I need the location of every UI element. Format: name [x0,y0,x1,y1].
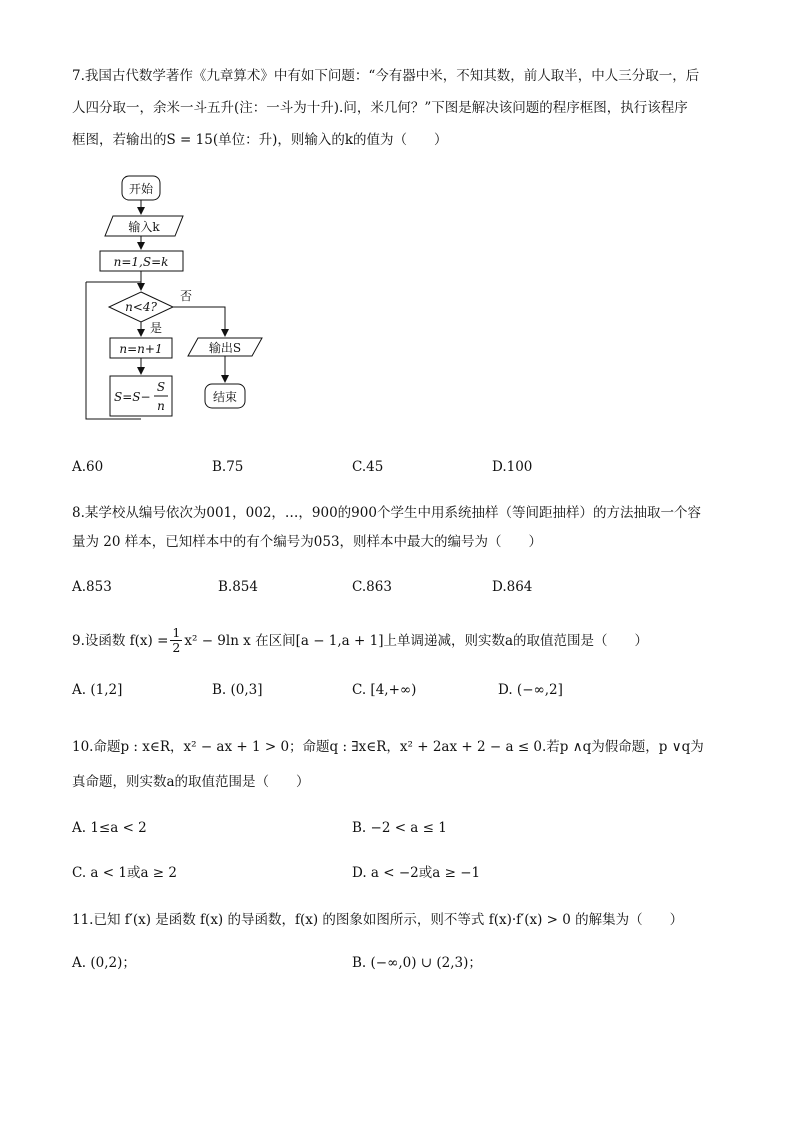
flow-init-label: n=1,S=k [113,255,169,269]
q10-stem-line2: 真命题，则实数a的取值范围是（ ） [72,774,310,790]
q9-stem-rest: x² − 9ln x 在区间[a − 1,a + 1]上单调递减，则实数a的取值范围是（ ） [184,632,649,649]
q10-option-a: A. 1≤a < 2 [72,820,147,836]
q11-stem-line1: 11.已知 f′(x) 是函数 f(x) 的导函数，f(x) 的图象如图所示，则不等式 f(x)·f′(x) > 0 的解集为（ ） [72,912,684,928]
flow-update-label: S=S− [114,390,151,404]
q10-stem-line1: 10.命题p : x∈R，x² − ax + 1 > 0；命题q : ∃x∈R，x² + 2ax + 2 − a ≤ 0.若p ∧q为假命题，p ∨q为 [72,739,704,755]
flow-output-label: 输出S [208,341,242,355]
q10-option-b: B. −2 < a ≤ 1 [352,820,447,836]
q9-option-c: C. [4,+∞) [352,682,417,698]
q7-option-b: B.75 [212,459,244,475]
q8-option-c: C.863 [352,579,392,595]
q7-option-c: C.45 [352,459,384,475]
q7-stem-line3: 框图，若输出的S = 15(单位：升)，则输入的k的值为（ ） [72,132,448,148]
q8-option-d: D.864 [492,579,533,595]
q7-stem-line1: 7.我国古代数学著作《九章算术》中有如下问题：“今有器中米，不知其数，前人取半，中人三分取一，后 [72,68,700,84]
flow-condition-label: n<4? [125,300,157,314]
q9-stem-prefix: 9.设函数 f(x) = [72,632,169,649]
q9-option-d: D. (−∞,2] [498,682,563,698]
q7-stem-line2: 人四分取一，余米一斗五升(注：一斗为十升).问，米几何？”下图是解决该问题的程序框图，执行该程序 [72,100,688,116]
q8-option-b: B.854 [218,579,258,595]
program-flowchart [80,170,300,425]
flow-increment-label: n=n+1 [119,342,163,356]
q8-stem-line2: 量为 20 样本，已知样本中的有个编号为053，则样本中最大的编号为（ ） [72,534,543,550]
q8-option-a: A.853 [72,579,112,595]
q9-fraction [170,626,182,655]
flow-start-label: 开始 [128,182,154,196]
q9-fraction-numerator: 1 [172,625,181,640]
q9-option-a: A. (1,2] [72,682,123,698]
flow-input-label: 输入k [128,220,160,234]
flow-end-label: 结束 [212,390,238,404]
flow-update-denominator: n [157,399,165,413]
q9-option-b: B. (0,3] [212,682,263,698]
q7-option-a: A.60 [72,459,104,475]
q9-stem [72,626,648,655]
q11-option-b: B. (−∞,0) ∪ (2,3)； [352,955,482,971]
q9-fraction-denominator: 2 [172,640,181,655]
q7-option-d: D.100 [492,459,533,475]
flow-update-numerator: S [156,380,166,394]
q11-option-a: A. (0,2)； [72,955,136,971]
q10-option-c: C. a < 1或a ≥ 2 [72,865,177,881]
flow-no-label: 否 [180,289,193,303]
q8-stem-line1: 8.某学校从编号依次为001，002，…，900的900个学生中用系统抽样（等间距抽样）的方法抽取一个容 [72,505,701,521]
q10-option-d: D. a < −2或a ≥ −1 [352,865,481,881]
flow-yes-label: 是 [150,321,163,335]
